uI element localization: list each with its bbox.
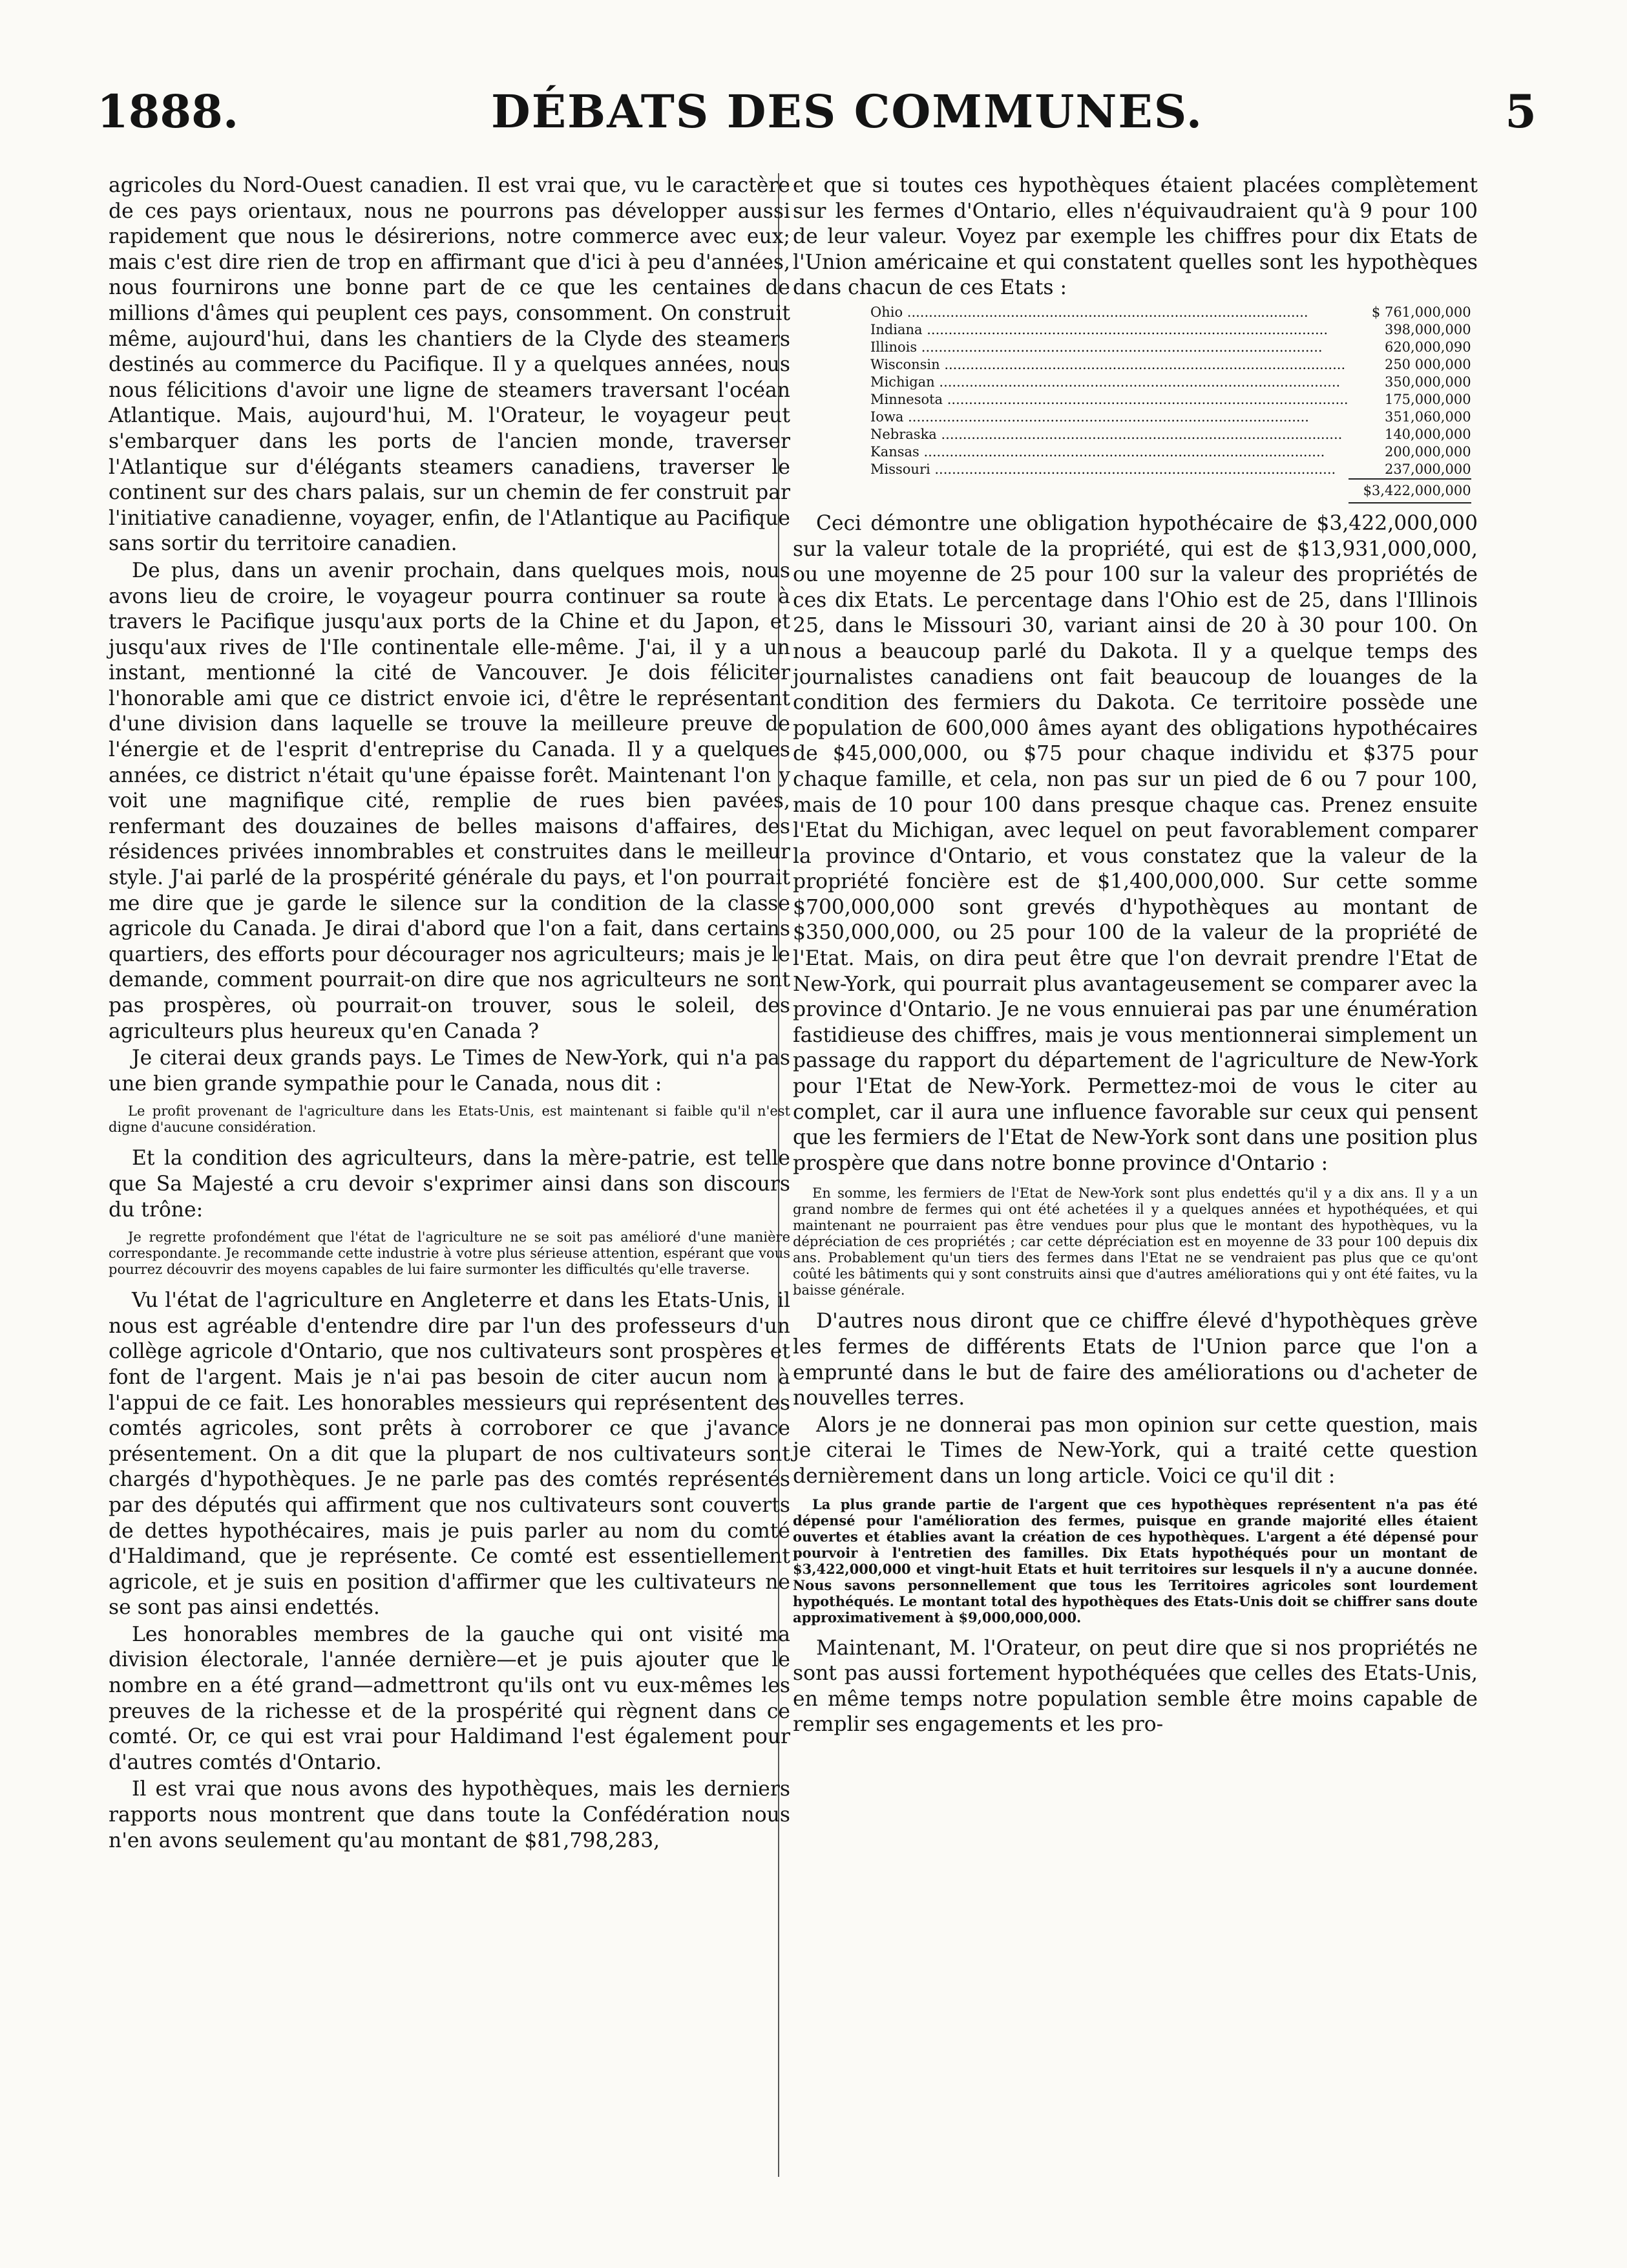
table-row [870, 339, 1471, 356]
right-column [793, 173, 1478, 1739]
paragraph: Je citerai deux grands pays. Le Times de New-York, qui n'a pas une bien grande sympathie pour le Canada, nous dit : [109, 1046, 790, 1096]
state-name: Iowa ..... [870, 408, 1349, 426]
state-name: Minnesota ..... [870, 391, 1349, 408]
mortgage-table [870, 304, 1471, 503]
paragraph: agricoles du Nord-Ouest canadien. Il est vrai que, vu le caractère de ces pays orientaux, nous ne pourrons pas développer aussi rapidement que nous le désirerions, notre commerce avec eux; mais c'est dire rien de trop en affirmant que d'ici à peu d'années, nous fournirons une bonne part de ce que les centaines de millions d'âmes qui peuplent ces pays, consomment. On construit même, aujourd'hui, dans les chantiers de la Clyde des steamers destinés au commerce du Pacifique. Il y a quelques années, nous nous félicitions d'avoir une ligne de steamers traversant l'océan Atlantique. Mais, aujourd'hui, M. l'Orateur, le voyageur peut s'embarquer dans les ports de l'ancien monde, traverser l'Atlantique sur d'élégants steamers canadiens, traverser le continent sur des chars palais, sur un chemin de fer construit par l'initiative canadienne, voyager, enfin, de l'Atlantique au Pacifique sans sortir du territoire canadien. [109, 174, 790, 556]
mortgage-amount: 351,060,000 [1384, 408, 1471, 425]
paragraph: D'autres nous diront que ce chiffre élevé d'hypothèques grève les fermes de différents Etats de l'Union parce que l'on a emprunté dans le but de faire des améliorations ou d'acheter de nouvelles terres. [793, 1309, 1478, 1410]
state-name: Illinois ..... [870, 339, 1349, 356]
table-row [870, 461, 1471, 479]
paragraph: Maintenant, M. l'Orateur, on peut dire que si nos propriétés ne sont pas aussi fortement hypothéquées que celles des Etats-Unis, en même temps notre population semble être moins capable de remplir ses engagements et les pro- [793, 1636, 1478, 1737]
block-quote: Je regrette profondément que l'état de l'agriculture ne se soit pas amélioré d'une manière correspondante. Je recommande cette industrie à votre plus sérieuse attention, espérant que vous pourrez découvrir des moyens capables de lui faire surmonter les difficultés qu'elle traverse. [109, 1229, 790, 1278]
header-year: 1888. [97, 85, 239, 138]
paragraph: et que si toutes ces hypothèques étaient placées complètement sur les fermes d'Ontario, elles n'équivaudraient qu'à 9 pour 100 de leur valeur. Voyez par exemple les chiffres pour dix Etats de l'Union américaine et qui constatent quelles sont les hypothèques dans chacun de ces Etats : [793, 174, 1478, 300]
mortgage-amount: 237,000,000 [1384, 461, 1471, 477]
mortgage-amount: 200,000,000 [1384, 443, 1471, 460]
table-row [870, 321, 1471, 339]
mortgage-amount: 175,000,000 [1384, 391, 1471, 407]
table-row [870, 391, 1471, 408]
state-name: Wisconsin ..... [870, 356, 1349, 374]
table-row [870, 304, 1471, 321]
paragraph: Alors je ne donnerai pas mon opinion sur cette question, mais je citerai le Times de New-York, qui a traité cette question dernièrement dans un long article. Voici ce qu'il dit : [793, 1413, 1478, 1488]
block-quote: La plus grande partie de l'argent que ces hypothèques représentent n'a pas été dépensé pour l'amélioration des fermes, puisque en grande majorité elles étaient ouvertes et établies avant la création de ces hypothèques. L'argent a été dépensé pour pourvoir à l'entretien des familles. Dix Etats hypothéqués pour un montant de $3,422,000,000 et vingt-huit Etats et huit territoires sur lesquels il n'y a aucune donnée. Nous savons personnellement que tous les Territoires agricoles sont lourdement hypothéqués. Le montant total des hypothèques des Etats-Unis doit se chiffrer sans doute approximativement à $9,000,000,000. [793, 1496, 1478, 1626]
table-row [870, 356, 1471, 374]
state-name: Missouri ..... [870, 461, 1349, 479]
mortgage-amount: 398,000,000 [1384, 321, 1471, 337]
table-row [870, 374, 1471, 391]
block-quote: En somme, les fermiers de l'Etat de New-York sont plus endettés qu'il y a dix ans. Il y a un grand nombre de fermes qui ont été achetées il y a quelques années et hypothéquées, et qui maintenant ne pourraient pas être vendues pour plus que le montant des hypothèques, vu la dépréciation de ces propriétés ; car cette dépréciation est en moyenne de 33 pour 100 depuis dix ans. Probablement qu'un tiers des fermes dans l'Etat ne se vendraient pas plus que ce qu'ont coûté les bâtiments qui y sont construits ainsi que d'autres améliorations qui y ont été faites, vu la baisse générale. [793, 1185, 1478, 1298]
table-row [870, 426, 1471, 443]
state-name: Kansas ..... [870, 443, 1349, 461]
table-row [870, 443, 1471, 461]
paragraph: Vu l'état de l'agriculture en Angleterre et dans les Etats-Unis, il nous est agréable d'entendre dire par l'un des professeurs d'un collège agricole d'Ontario, que nos cultivateurs sont prospères et font de l'argent. Mais je n'ai pas besoin de citer aucun nom à l'appui de ce fait. Les honorables messieurs qui représentent des comtés agricoles, sont prêts à corroborer ce que j'avance présentement. On a dit que la plupart de nos cultivateurs sont chargés d'hypothèques. Je ne parle pas des comtés représentés par des députés qui affirment que nos cultivateurs sont couverts de dettes hypothécaires, mais je puis parler au nom du comté d'Haldimand, que je représente. Ce comté est essentiellement agricole, et je suis en position d'affirmer que les cultivateurs ne se sont pas ainsi endettés. [109, 1289, 790, 1620]
paragraph: Et la condition des agriculteurs, dans la mère-patrie, est telle que Sa Majesté a cru devoir s'exprimer ainsi dans son discours du trône: [109, 1147, 790, 1222]
mortgage-amount: 350,000,000 [1384, 374, 1471, 390]
left-column [109, 173, 790, 1855]
header-title: DÉBATS DES COMMUNES. [491, 85, 1204, 138]
page-number: 5 [1505, 85, 1537, 138]
block-quote: Le profit provenant de l'agriculture dans les Etats-Unis, est maintenant si faible qu'il n'est digne d'aucune considération. [109, 1103, 790, 1136]
state-name: Indiana ..... [870, 321, 1349, 339]
paragraph: De plus, dans un avenir prochain, dans quelques mois, nous avons lieu de croire, le voyageur pourra continuer sa route à travers le Pacifique jusqu'aux ports de la Chine et du Japon, et jusqu'aux rives de l'Ile continentale elle-même. J'ai, il y a un instant, mentionné la cité de Vancouver. Je dois féliciter l'honorable ami que ce district envoie ici, d'être le représentant d'une division dans laquelle se trouve la meilleure preuve de l'énergie et de l'esprit d'entreprise du Canada. Il y a quelques années, ce district n'était qu'une épaisse forêt. Maintenant l'on y voit une magnifique cité, remplie de rues bien pavées, renfermant des douzaines de belles maisons d'affaires, des résidences privées innombrables et construites dans le meilleur style. J'ai parlé de la prospérité générale du pays, et l'on pourrait me dire que je garde le silence sur la condition de la classe agricole du Canada. Je dirai d'abord que l'on a fait, dans certains quartiers, des efforts pour décourager nos agriculteurs; mais je le demande, comment pourrait-on dire que nos agriculteurs ne sont pas prospères, où pourrait-on trouver, sous le soleil, des agriculteurs plus heureux qu'en Canada ? [109, 558, 790, 1043]
paragraph: Il est vrai que nous avons des hypothèques, mais les derniers rapports nous montrent que dans toute la Confédération nous n'en avons seulement qu'au montant de $81,798,283, [109, 1777, 790, 1852]
table-row [870, 408, 1471, 426]
mortgage-amount: $ 761,000,000 [1371, 304, 1471, 320]
table-total-row [870, 479, 1471, 503]
mortgage-total: $3,422,000,000 [1349, 479, 1471, 503]
mortgage-amount: 140,000,000 [1384, 426, 1471, 442]
state-name: Ohio ..... [870, 304, 1349, 321]
state-name: Michigan ..... [870, 374, 1349, 391]
paragraph: Ceci démontre une obligation hypothécaire de $3,422,000,000 sur la valeur totale de la propriété, qui est de $13,931,000,000, ou une moyenne de 25 pour 100 sur la valeur des propriétés de ces dix Etats. Le percentage dans l'Ohio est de 25, dans l'Illinois 25, dans le Missouri 30, variant ainsi de 20 à 30 pour 100. On nous a beaucoup parlé du Dakota. Il y a quelque temps des journalistes canadiens ont fait beaucoup de louanges de la condition des fermiers du Dakota. Ce territoire possède une population de 600,000 âmes ayant des obligations hypothécaires de $45,000,000, ou $75 pour chaque individu et $375 pour chaque famille, et cela, non pas sur un pied de 6 ou 7 pour 100, mais de 10 pour 100 dans presque chaque cas. Prenez ensuite l'Etat du Michigan, avec lequel on peut favorablement comparer la province d'Ontario, et vous constatez que la valeur de la propriété foncière est de $1,400,000,000. Sur cette somme $700,000,000 sont grevés d'hypothèques au montant de $350,000,000, ou 25 pour 100 de la valeur de la propriété de l'Etat. Mais, on dira peut être que l'on devrait prendre l'Etat de New-York, qui pourrait plus avantageusement se comparer avec la province d'Ontario. Je ne vous ennuierai pas par une énumération fastidieuse des chiffres, mais je vous mentionnerai simplement un passage du rapport du département de l'agriculture de New-York pour l'Etat de New-York. Permettez-moi de vous le citer au complet, car il aura une influence favorable sur ceux qui pensent que les fermiers de l'Etat de New-York sont dans une position plus prospère que dans notre bonne province d'Ontario : [793, 511, 1478, 1175]
paragraph: Les honorables membres de la gauche qui ont visité ma division électorale, l'année dernière—et je puis ajouter que le nombre en a été grand—admettront qu'ils ont vu eux-mêmes les preuves de la richesse et de la prospérité qui règnent dans ce comté. Or, ce qui est vrai pour Haldimand l'est également pour d'autres comtés d'Ontario. [109, 1622, 790, 1774]
state-name: Nebraska ..... [870, 426, 1349, 443]
total-spacer [870, 479, 1349, 503]
mortgage-amount: 250 000,000 [1384, 356, 1471, 372]
mortgage-amount: 620,000,090 [1384, 339, 1471, 355]
